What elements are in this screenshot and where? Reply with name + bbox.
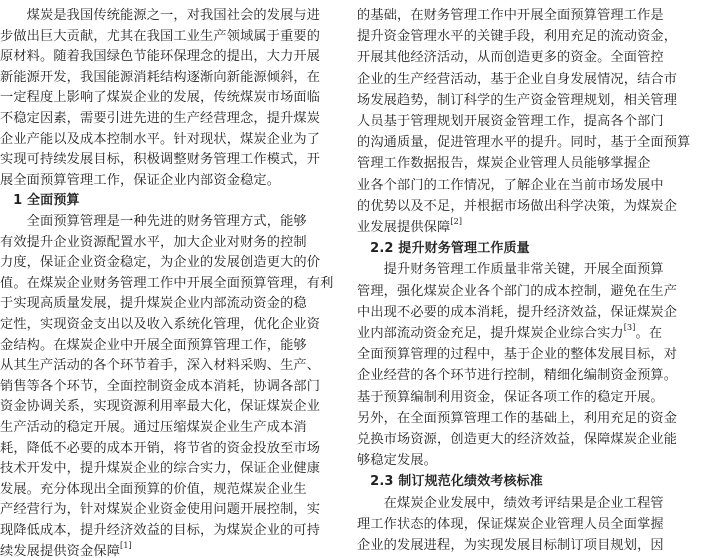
text-line (357, 386, 664, 409)
text-line (357, 174, 664, 197)
line-text: 企业的生产经营活动，基于企业自身发展情况，结合市 (357, 71, 678, 87)
text-line (0, 334, 307, 357)
section-heading (357, 470, 543, 493)
text-line (357, 513, 664, 536)
text-line (357, 343, 677, 366)
line-text: 展全面预算管理工作，保证企业内部资金稳定。 (0, 172, 281, 188)
line-text: 企业经营的各个环节进行控制，精细化编制资金预算。 (357, 368, 678, 384)
line-text: 力度，保证企业资金稳定，为企业的发展创造更大的价 (0, 255, 321, 271)
text-line (357, 280, 677, 303)
line-text: 销售等各个环节，全面控制资金成本消耗，协调各部门 (0, 378, 321, 394)
line-text: 兑换市场资源，创造更大的经济效益，保障煤炭企业能 (357, 432, 678, 447)
line-text: 产经营行为，针对煤炭企业资金使用问题开展控制，实 (0, 502, 321, 518)
text-line (0, 313, 320, 336)
line-text: 步做出巨大贡献，尤其在我国工业生产领域属于重要的 (0, 28, 321, 44)
line-text: 人员基于管理规划开展资金管理工作，提高各个部门 (357, 114, 664, 129)
text-line (357, 407, 677, 430)
text-line (0, 457, 320, 480)
line-text: 业各个部门的工作情况，了解企业在当前市场发展中 (357, 177, 664, 193)
text-line (357, 195, 677, 218)
text-line (0, 231, 307, 254)
text-line (0, 169, 280, 192)
line-text: 从其生产活动的各个环节着手，深入材料采购、生产、 (0, 358, 321, 374)
text-line (0, 354, 320, 377)
line-text: 业内部流动资金充足，提升煤炭企业综合实力 (357, 326, 624, 341)
text-line (357, 46, 664, 69)
text-line (0, 519, 320, 542)
text-line (357, 131, 690, 154)
line-text: 技术开发中，提升煤炭企业的综合实力，保证企业健康 (0, 461, 321, 477)
text-line (0, 437, 320, 460)
line-text: 耗，降低不必要的成本开销，将节省的资金投放至市场 (0, 440, 321, 456)
text-line (0, 210, 307, 233)
line-text: 全面预算管理的过程中，基于企业的整体发展目标，对 (357, 347, 678, 363)
text-line (0, 66, 320, 89)
line-text: 提升资金管理水平的关键手段，利用充足的流动资金， (357, 29, 678, 45)
line-text: 2.2 提升财务管理工作质量 (357, 241, 530, 257)
text-line (0, 478, 307, 501)
line-text: 值。在煤炭企业财务管理工作中开展全面预算管理，有利 (0, 275, 334, 291)
line-text: 续发展提供资金保障 (0, 543, 121, 558)
line-text: 的基础，在财务管理工作中开展全面预算管理工作是 (357, 8, 664, 23)
line-text: 资金协调关系，实现资源利用率最大化，保证煤炭企业 (0, 399, 321, 415)
line-text: 煤炭是我国传统能源之一，对我国社会的发展与进 (0, 8, 321, 23)
citation-marker: [3] (623, 323, 636, 332)
line-text: 在煤炭企业发展中，绩效考评结果是企业工程管 (357, 495, 664, 511)
line-text: 理工作状态的体现，保证煤炭企业管理人员全面掌握 (357, 516, 664, 532)
line-tail: 。在 (635, 326, 663, 341)
text-line (357, 110, 664, 133)
line-text: 2.3 制订规范化绩效考核标准 (357, 474, 543, 490)
line-text: 有效提升企业资源配置水平，加大企业对财务的控制 (0, 234, 307, 250)
text-line (0, 272, 333, 295)
citation-marker: [1] (120, 540, 132, 550)
line-text: 生产活动的稳定开展。通过压缩煤炭企业生产成本消 (0, 420, 307, 435)
text-line (0, 540, 132, 558)
line-text: 不稳定因素，需要引进先进的生产经营理念，提升煤炭 (0, 111, 321, 126)
line-text: 的优势以及不足，并根据市场做出科学决策，为煤炭企 (357, 198, 678, 214)
text-line (0, 45, 320, 68)
text-line (357, 322, 662, 345)
line-text: 开展其他经济活动，从而创造更多的资金。全面管控 (357, 50, 664, 66)
text-line (357, 89, 677, 112)
section-heading (357, 237, 530, 260)
text-line (0, 251, 320, 274)
line-text: 基于预算编制利用资金，保证各项工作的稳定开展。 (357, 389, 664, 405)
text-line (357, 301, 677, 324)
line-text: 新能源开发，我国能源消耗结构逐渐向新能源倾斜，在 (0, 69, 321, 85)
text-line (0, 86, 320, 109)
citation-marker: [2] (450, 217, 463, 226)
text-line (357, 4, 664, 27)
line-text: 实现可持续发展目标，积极调整财务管理工作模式，开 (0, 152, 321, 168)
line-text: 中出现不必要的成本消耗，提升经济效益，保证煤炭企 (357, 304, 678, 320)
line-text: 另外，在全面预算管理工作的基础上，利用充足的资金 (357, 410, 678, 426)
line-text: 企业产能以及成本控制水平。针对现状，煤炭企业为了 (0, 131, 321, 147)
line-text: 管理，强化煤炭企业各个部门的成本控制，避免在生产 (357, 283, 678, 299)
line-text: 的沟通质量，促进管理水平的提升。同时，基于全面预算 (357, 135, 691, 151)
line-text: 一定程度上影响了煤炭企业的发展，传统煤炭市场面临 (0, 90, 321, 106)
line-text: 提升财务管理工作质量非常关键，开展全面预算 (357, 262, 664, 278)
text-line (357, 428, 677, 451)
text-line (0, 25, 320, 48)
text-line (357, 68, 677, 91)
section-heading (0, 189, 80, 212)
line-text: 1 全面预算 (0, 193, 80, 209)
line-text: 业发展提供保障 (357, 220, 451, 235)
line-text: 够稳定发展。 (357, 453, 438, 469)
line-text: 原材料。随着我国绿色节能环保理念的提出，大力开展 (0, 49, 321, 65)
line-text: 全面预算管理是一种先进的财务管理方式，能够 (0, 214, 307, 229)
text-line (357, 25, 677, 48)
text-line (357, 258, 664, 281)
line-text: 金结构。在煤炭企业中开展全面预算管理工作，能够 (0, 337, 307, 353)
line-text: 定性，实现资金支出以及收入系统化管理，优化企业资 (0, 317, 321, 332)
text-line (357, 152, 650, 175)
text-line (0, 292, 307, 315)
line-text: 于实现高质量发展，提升煤炭企业内部流动资金的稳 (0, 296, 307, 312)
text-line (357, 364, 677, 387)
text-line (0, 375, 320, 398)
line-text: 发展。充分体现出全面预算的价值，规范煤炭企业生 (0, 481, 307, 497)
line-text: 场发展趋势，制订科学的生产资金管理规划，相关管理 (357, 92, 678, 108)
line-text: 现降低成本，提升经济效益的目标，为煤炭企业的可持 (0, 523, 321, 538)
text-line (357, 216, 462, 239)
text-line (0, 4, 320, 27)
text-line (0, 395, 320, 418)
line-text: 管理工作数据报告，煤炭企业管理人员能够掌握企 (357, 156, 651, 172)
text-line (0, 107, 320, 130)
text-line (0, 148, 320, 171)
text-line (357, 534, 664, 557)
text-line (357, 492, 664, 515)
text-line (0, 128, 320, 151)
text-line (0, 416, 307, 439)
text-line (0, 498, 320, 521)
text-line (357, 449, 437, 472)
line-text: 企业的发展进程，为实现发展目标制订项目规划，因 (357, 538, 664, 553)
